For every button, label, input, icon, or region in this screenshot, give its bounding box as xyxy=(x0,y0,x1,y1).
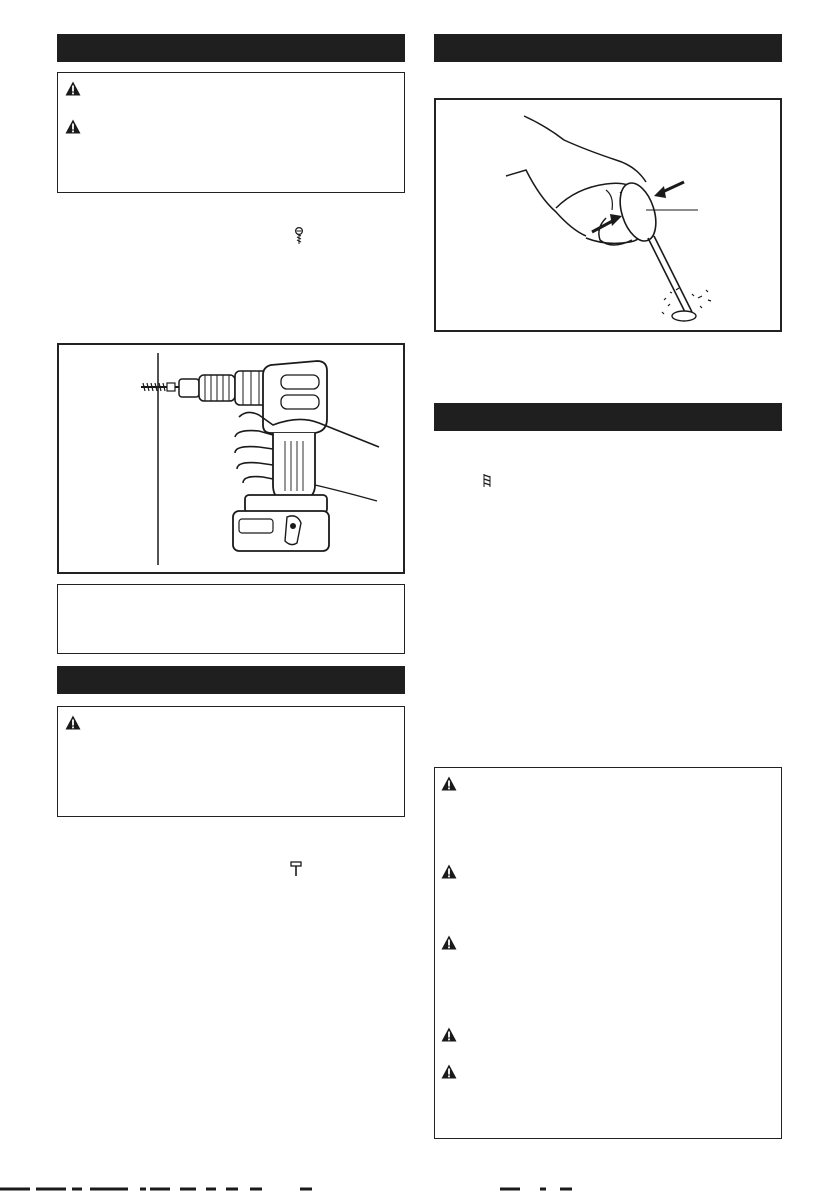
screw-mode-icon xyxy=(294,227,304,245)
warning-triangle-icon xyxy=(441,864,457,879)
warning-triangle-icon xyxy=(441,935,457,950)
warning-triangle-icon xyxy=(65,119,81,134)
warning-triangle-icon xyxy=(65,81,81,96)
section-header-screwdriving xyxy=(57,34,405,62)
warning-triangle-icon xyxy=(441,1064,457,1079)
caution-box-drilling xyxy=(434,767,782,1139)
blow-out-bulb-illustration xyxy=(436,100,780,330)
note-box-drill-tip xyxy=(57,584,405,654)
section-header-hammer-drilling xyxy=(57,666,405,694)
drill-driver-illustration xyxy=(59,345,403,572)
section-header-drilling xyxy=(434,403,782,431)
caution-box-screwdriving xyxy=(57,72,405,193)
blow-out-bulb-illustration-frame xyxy=(434,98,782,332)
page-footer-strip xyxy=(0,1184,840,1192)
warning-triangle-icon xyxy=(65,715,81,730)
warning-triangle-icon xyxy=(441,1027,457,1042)
drill-illustration-frame xyxy=(57,343,405,574)
section-header-blow-out-bulb xyxy=(434,34,782,62)
hammer-mode-icon xyxy=(290,861,302,877)
warning-triangle-icon xyxy=(441,776,457,791)
drill-mode-icon xyxy=(482,473,492,489)
caution-box-hammer-drilling xyxy=(57,706,405,817)
